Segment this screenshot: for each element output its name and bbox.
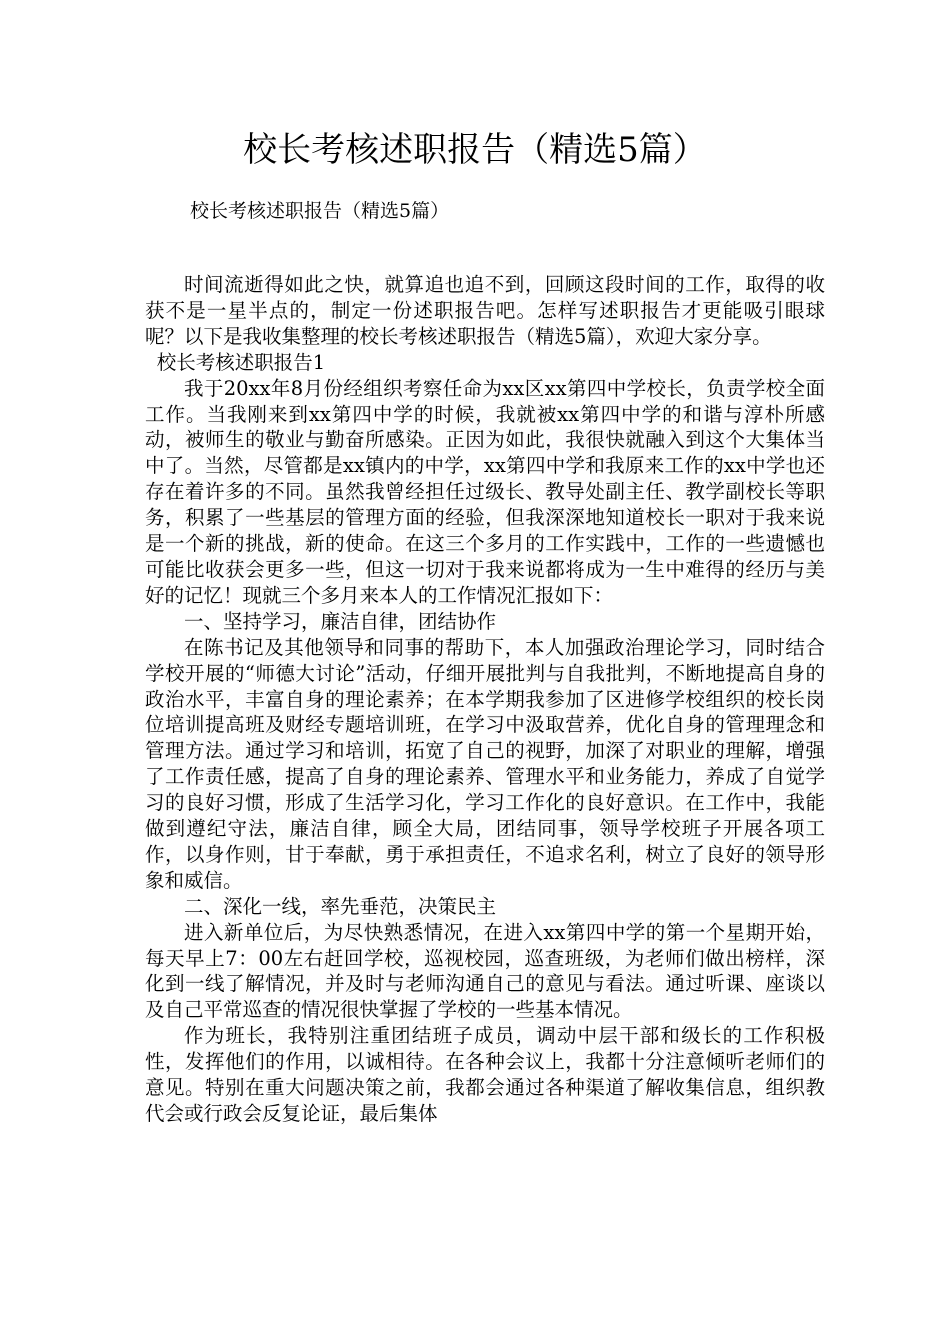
document-body	[145, 272, 825, 1127]
body-paragraph: 作为班长，我特别注重团结班子成员，调动中层干部和级长的工作积极性，发挥他们的作用，以诚相待。在各种会议上，我都十分注意倾听老师们的意见。特别在重大问题决策之前，我都会通过各种渠道了解收集信息，组织教代会或行政会反复论证，最后集体	[145, 1024, 825, 1125]
subheading-paragraph: 一、坚持学习，廉洁自律，团结协作	[184, 609, 497, 633]
section-heading-report-1: 校长考核述职报告1	[156, 350, 326, 374]
subheading-paragraph: 二、深化一线，率先垂范，决策民主	[184, 894, 497, 918]
body-paragraph: 我于20xx年8月份经组织考察任命为xx区xx第四中学校长，负责学校全面工作。当我刚来到xx第四中学的时候，我就被xx第四中学的和谐与淳朴所感动，被师生的敬业与勤奋所感染。正因为如此，我很快就融入到这个大集体当中了。当然，尽管都是xx镇内的中学，xx第四中学和我原来工作的xx中学也还存在着许多的不同。虽然我曾经担任过级长、教导处副主任、教学副校长等职务，积累了一些基层的管理方面的经验，但我深深地知道校长一职对于我来说是一个新的挑战，新的使命。在这三个多月的工作实践中，工作的一些遗憾也可能比收获会更多一些，但这一切对于我来说都将成为一生中难得的经历与美好的记忆！现就三个多月来本人的工作情况汇报如下：	[145, 376, 825, 607]
document-subtitle: 校长考核述职报告（精选5篇）	[190, 200, 450, 222]
body-paragraph: 进入新单位后，为尽快熟悉情况，在进入xx第四中学的第一个星期开始，每天早上7：00左右赶回学校，巡视校园，巡查班级，为老师们做出榜样，深化到一线了解情况，并及时与老师沟通自己的意见与看法。通过听课、座谈以及自己平常巡查的情况很快掌握了学校的一些基本情况。	[145, 920, 825, 1022]
document-title: 校长考核述职报告（精选5篇）	[243, 130, 707, 170]
body-paragraph: 在陈书记及其他领导和同事的帮助下，本人加强政治理论学习，同时结合学校开展的“师德大讨论”活动，仔细开展批判与自我批判，不断地提高自身的政治水平，丰富自身的理论素养；在本学期我参加了区进修学校组织的校长岗位培训提高班及财经专题培训班，在学习中汲取营养，优化自身的管理理念和管理方法。通过学习和培训，拓宽了自己的视野，加深了对职业的理解，增强了工作责任感，提高了自身的理论素养、管理水平和业务能力，养成了自觉学习的良好习惯，形成了生活学习化，学习工作化的良好意识。在工作中，我能做到遵纪守法，廉洁自律，顾全大局，团结同事，领导学校班子开展各项工作，以身作则，甘于奉献，勇于承担责任，不追求名利，树立了良好的领导形象和威信。	[145, 635, 825, 892]
intro-paragraph: 时间流逝得如此之快，就算追也追不到，回顾这段时间的工作，取得的收获不是一星半点的，制定一份述职报告吧。怎样写述职报告才更能吸引眼球呢？以下是我收集整理的校长考核述职报告（精选5篇），欢迎大家分享。	[145, 273, 825, 348]
